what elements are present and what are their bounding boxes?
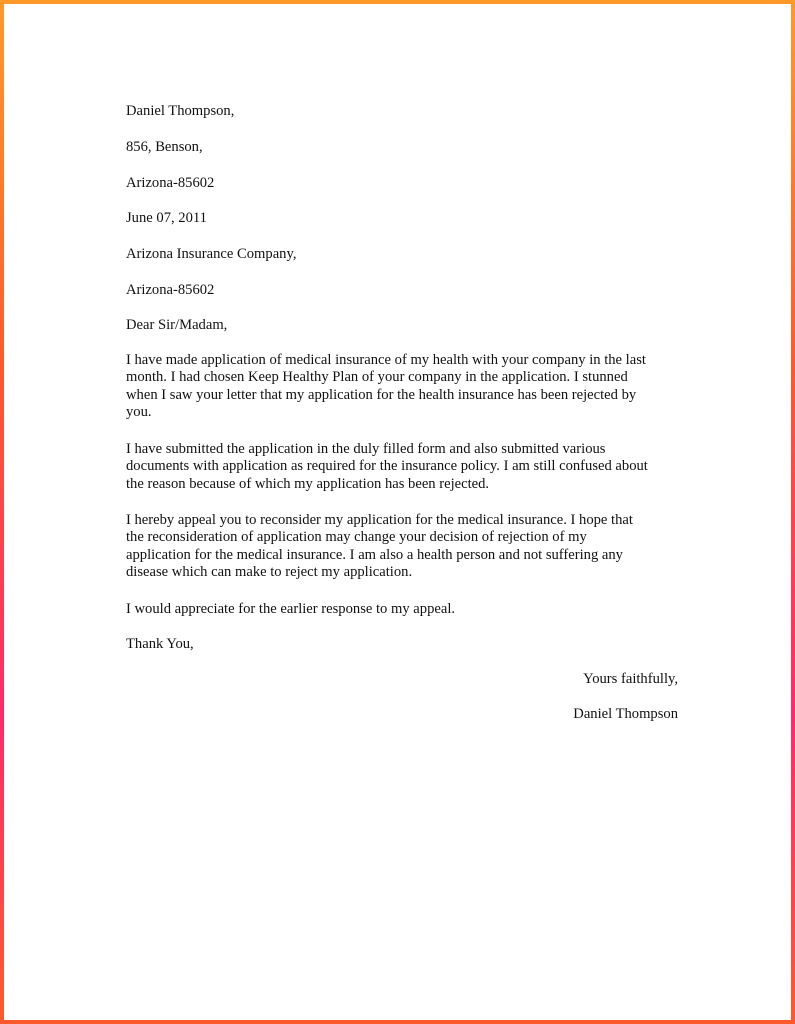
salutation: Dear Sir/Madam, [126, 317, 228, 333]
sender-name: Daniel Thompson, [126, 103, 235, 119]
sender-street: 856, Benson, [126, 139, 203, 155]
recipient-name: Arizona Insurance Company, [126, 246, 297, 262]
letter-date: June 07, 2011 [126, 210, 207, 226]
paragraph-line: when I saw your letter that my application for the health insurance has been rejected by [126, 386, 637, 403]
paragraph-line: you. [126, 404, 152, 421]
paragraph-line: month. I had chosen Keep Healthy Plan of your company in the application. I stunned [126, 369, 628, 386]
paragraph-2 [126, 441, 678, 493]
paragraph-line: disease which can make to reject my application. [126, 564, 413, 581]
paragraph-line: I have made application of medical insurance of my health with your company in the last [126, 352, 646, 368]
closing-line: Yours faithfully, [583, 671, 678, 687]
thanks-line: Thank You, [126, 636, 194, 652]
paragraph-line: the reconsideration of application may change your decision of rejection of my [126, 529, 587, 546]
paragraph-line: I have submitted the application in the duly filled form and also submitted various [126, 441, 606, 457]
paragraph-1 [126, 352, 678, 422]
recipient-city: Arizona-85602 [126, 282, 215, 298]
paragraph-line: documents with application as required for the insurance policy. I am still confused about [126, 458, 648, 475]
paragraph-3 [126, 512, 678, 582]
paragraph-4: I would appreciate for the earlier response to my appeal. [126, 601, 456, 617]
paragraph-line: application for the medical insurance. I am also a health person and not suffering any [126, 546, 623, 563]
paragraph-line: I hereby appeal you to reconsider my application for the medical insurance. I hope that [126, 512, 633, 528]
sender-city: Arizona-85602 [126, 175, 215, 191]
signature-name: Daniel Thompson [573, 706, 678, 722]
paragraph-line: the reason because of which my application has been rejected. [126, 475, 490, 492]
